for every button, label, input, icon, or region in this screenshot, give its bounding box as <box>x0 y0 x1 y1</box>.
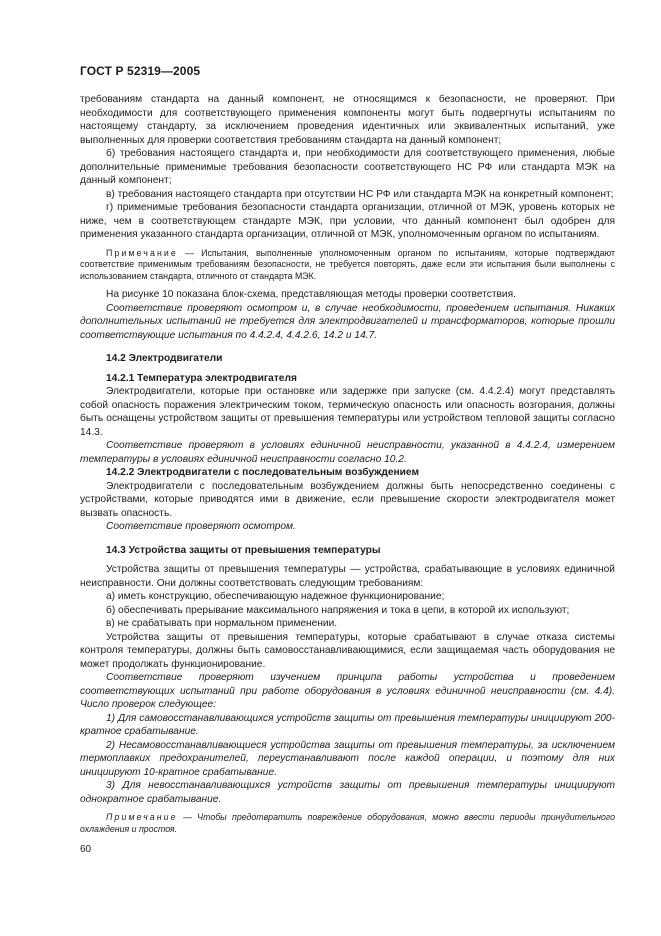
list-item-g: г) применимые требования безопасности стандарта организации, отличной от МЭК, уровень которых не ниже, чем в соответствующем стандарте МЭК, при условии, что данный компонент был одобрен для применения указанного стандарта организации, отличной от МЭК, уполномоченным органом по испытаниям. <box>80 202 615 240</box>
paragraph: Устройства защиты от превышения температуры — устройства, срабатывающие в условиях единичной неисправности. Они должны соответствовать следующим требованиям: <box>80 564 615 589</box>
section-heading-14-2: 14.2 Электродвигатели <box>106 353 223 364</box>
section-heading-14-2-2: 14.2.2 Электродвигатели с последовательным возбуждением <box>106 467 419 478</box>
list-item-a: а) иметь конструкцию, обеспечивающую надежное функционирование; <box>106 591 445 602</box>
list-item-b: б) требования настоящего стандарта и, при необходимости для соответствующего применения, любые дополнительные применимые требования безопасности соответствующего НС РФ или стандарта МЭК на данный компонент; <box>80 148 615 186</box>
paragraph: На рисунке 10 показана блок-схема, представляющая методы проверки соответствия. <box>106 289 516 300</box>
paragraph: Электродвигатели, которые при остановке или задержке при запуске (см. 4.4.2.4) могут представлять собой опасность поражения электрическим током, термическую опасность или опасность возгорания, должны быть оснащены устройством защиты от превышения температуры или устройством тепловой защиты согласно 14.3. <box>80 386 615 438</box>
list-item-1: 1) Для самовосстанавливающихся устройств защиты от превышения температуры инициируют 200-кратное срабатывание. <box>80 712 615 737</box>
compliance-paragraph: Соответствие проверяют изучением принципа работы устройства и проведением соответствующих испытаний при работе оборудования в условиях единичной неисправности (см. 4.4). Число проверок следующее: <box>80 672 615 710</box>
list-item-3: 3) Для невосстанавливающихся устройств защиты от превышения температуры инициируют однократное срабатывание. <box>80 780 615 805</box>
note-label: Примечание <box>106 812 178 822</box>
paragraph: Устройства защиты от превышения температуры, которые срабатывают в случае отказа системы контроля температуры, должны быть самовосстанавливающимися, если защищаемая часть оборудования не может продолжать функционирование. <box>80 631 615 670</box>
compliance-paragraph: Соответствие проверяют в условиях единичной неисправности, указанной в 4.4.2.4, измерением температуры в условиях единичной неисправности согласно 10.2. <box>80 440 615 465</box>
paragraph: требованиям стандарта на данный компонент, не относящимся к безопасности, не проверяют. При необходимости для соответствующего применения компоненты могут быть подвергнуты испытаниям по настоящему стандарту, за исключением проведения идентичных или эквивалентных испытаний, уже выполненных для проверки соответствия требованиям стандарта на данный компонент; <box>80 94 615 146</box>
list-item-2: 2) Несамовосстанавливающиеся устройства защиты от превышения температуры, за исключением термоплавких предохранителей, переустанавливают после каждой операции, и поэтому для них инициируют 10-кратное срабатывание. <box>80 739 615 778</box>
section-heading-14-2-1: 14.2.1 Температура электродвигателя <box>106 372 297 384</box>
list-item-v: в) требования настоящего стандарта при отсутствии НС РФ или стандарта МЭК на конкретный компонент; <box>106 188 614 200</box>
note-block <box>80 812 615 835</box>
note-text: — Чтобы предотвратить повреждение оборудования, можно ввести периоды принудительного охлаждения и простоя. <box>80 812 615 834</box>
paragraph: Электродвигатели с последовательным возбуждением должны быть непосредственно соединены с устройствами, которые приводятся ими в движение, если превышение скорости электродвигателя может вызвать опасность. <box>80 480 615 519</box>
document-header: ГОСТ Р 52319—2005 <box>80 64 201 78</box>
compliance-paragraph: Соответствие проверяют осмотром и, в случае необходимости, проведением испытания. Никаких дополнительных испытаний не требуется для электродвигателей и трансформаторов, которые прошли соответствующие испытания по 4.4.2.4, 4.4.2.6, 14.2 и 14.7. <box>80 302 615 341</box>
document-body <box>80 93 615 835</box>
page-number: 60 <box>80 844 92 855</box>
note-label: Примечание <box>106 247 178 258</box>
section-heading-14-3: 14.3 Устройства защиты от превышения температуры <box>106 544 381 556</box>
list-item-v: в) не срабатывать при нормальном применении. <box>106 618 338 629</box>
list-item-b: б) обеспечивать прерывание максимального напряжения и тока в цепи, в которой их используют; <box>106 604 570 616</box>
compliance-paragraph: Соответствие проверяют осмотром. <box>106 521 296 532</box>
note-text: — Испытания, выполненные уполномоченным органом по испытаниям, которые подтверждают соответствие применимым требованиям безопасности, не требуется повторять, даже если эти испытания были выполнены с использованием стандарта, отличного от стандарта МЭК. <box>80 247 615 281</box>
note-block <box>80 248 615 283</box>
